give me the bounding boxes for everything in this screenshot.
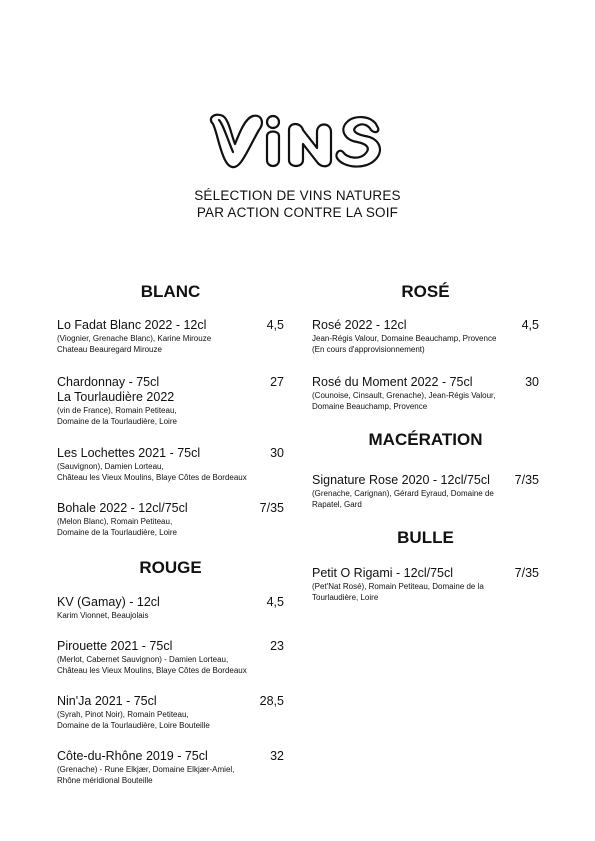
subtitle — [0, 187, 595, 221]
wine-item — [57, 375, 284, 427]
wine-desc-line: (En cours d'approvisionnement) — [312, 345, 425, 354]
wine-item — [57, 446, 284, 483]
wine-desc-line: (Melon Blanc), Romain Petiteau, — [57, 517, 173, 526]
wine-desc-line: Domaine de la Tourlaudière, Loire — [57, 528, 177, 537]
wine-name: Chardonnay - 75cl — [57, 375, 160, 389]
wine-item — [57, 501, 284, 538]
wine-desc-line: Domaine Beauchamp, Provence — [312, 402, 428, 411]
wine-desc-line: (Pet'Nat Rosé), Romain Petiteau, Domaine de la — [312, 582, 484, 591]
wine-desc-line: (Grenache) - Rune Elkjær, Domaine Elkjær-Amiel, — [57, 765, 235, 774]
wine-price: 4,5 — [266, 318, 284, 332]
wine-price: 30 — [270, 446, 284, 460]
wine-item — [57, 694, 284, 731]
wine-item — [57, 318, 284, 355]
subtitle-line-2: PAR ACTION CONTRE LA SOIF — [196, 205, 399, 220]
wine-desc-line: (Sauvignon), Damien Lorteau, — [57, 462, 164, 471]
wine-desc-line: Jean-Régis Valour, Domaine Beauchamp, Provence — [312, 334, 497, 343]
wine-desc-line: (Counoise, Cinsault, Grenache), Jean-Régis Valour, — [312, 391, 496, 400]
wine-name: Rosé 2022 - 12cl — [312, 318, 407, 332]
wine-description — [312, 333, 539, 355]
wine-name: Petit O Rigami - 12cl/75cl — [312, 566, 454, 580]
wine-price: 30 — [525, 375, 539, 389]
wine-price: 23 — [270, 639, 284, 653]
wine-price: 27 — [270, 375, 284, 389]
wine-description — [57, 461, 284, 483]
wine-description — [312, 488, 539, 510]
wine-description — [312, 390, 539, 412]
wine-item — [312, 566, 539, 603]
wine-name: Bohale 2022 - 12cl/75cl — [57, 501, 188, 515]
wine-desc-line: Domaine de la Tourlaudière, Loire — [57, 417, 177, 426]
wine-desc-line: (Syrah, Pinot Noir), Romain Petiteau, — [57, 710, 189, 719]
wine-desc-line: (Viognier, Grenache Blanc), Karine Mirouze — [57, 334, 212, 343]
wine-price: 4,5 — [521, 318, 539, 332]
wine-price: 7/35 — [259, 501, 284, 515]
wine-name: Signature Rose 2020 - 12cl/75cl — [312, 473, 490, 487]
wine-desc-line: Rhône méridional Bouteille — [57, 776, 153, 785]
wine-description — [57, 654, 284, 676]
wine-item — [312, 473, 539, 510]
vins-logo-lettering — [205, 108, 390, 172]
wine-name: Côte-du-Rhône 2019 - 75cl — [57, 749, 208, 763]
wine-desc-line: Domaine de la Tourlaudière, Loire Bouteille — [57, 721, 210, 730]
wine-description — [57, 405, 284, 427]
wine-description — [57, 709, 284, 731]
section-title-rouge: ROUGE — [139, 558, 202, 577]
section-title-bulle: BULLE — [397, 528, 454, 547]
wine-description — [312, 581, 539, 603]
wine-desc-line: Rapatel, Gard — [312, 500, 362, 509]
wine-price: 7/35 — [514, 566, 539, 580]
wine-name: Les Lochettes 2021 - 75cl — [57, 446, 201, 460]
subtitle-line-1: SÉLECTION DE VINS NATURES — [194, 188, 401, 203]
wine-desc-line: Chateau Beauregard Mirouze — [57, 345, 162, 354]
wine-desc-line: Karim Vionnet, Beaujolais — [57, 611, 149, 620]
section-title-rose: ROSÉ — [401, 282, 450, 301]
wine-price: 4,5 — [266, 595, 284, 609]
wine-name: Rosé du Moment 2022 - 75cl — [312, 375, 473, 389]
wine-name-line2: La Tourlaudière 2022 — [57, 390, 175, 404]
wine-description — [57, 610, 284, 621]
wine-price: 28,5 — [259, 694, 284, 708]
wine-item — [57, 595, 284, 621]
wine-desc-line: (Merlot, Cabernet Sauvignon) - Damien Lorteau, — [57, 655, 229, 664]
wine-name: Lo Fadat Blanc 2022 - 12cl — [57, 318, 207, 332]
wine-desc-line: Château les Vieux Moulins, Blaye Côtes de Bordeaux — [57, 666, 247, 675]
wine-item — [312, 318, 539, 355]
wine-price: 7/35 — [514, 473, 539, 487]
wine-name: Pirouette 2021 - 75cl — [57, 639, 173, 653]
wine-description — [57, 516, 284, 538]
wine-name: Nin'Ja 2021 - 75cl — [57, 694, 157, 708]
section-title-blanc: BLANC — [140, 282, 201, 301]
vins-logo — [205, 108, 390, 172]
wine-item — [57, 749, 284, 786]
wine-desc-line: (vin de France), Romain Petiteau, — [57, 406, 177, 415]
wine-price: 32 — [270, 749, 284, 763]
wine-desc-line: Château les Vieux Moulins, Blaye Côtes de Bordeaux — [57, 473, 247, 482]
wine-name: KV (Gamay) - 12cl — [57, 595, 160, 609]
wine-desc-line: (Grenache, Carignan), Gérard Eyraud, Domaine de — [312, 489, 494, 498]
wine-item — [57, 639, 284, 676]
section-title-maceration: MACÉRATION — [368, 430, 483, 449]
wine-desc-line: Tourlaudière, Loire — [312, 593, 379, 602]
wine-description — [57, 764, 284, 786]
wine-item — [312, 375, 539, 412]
wine-description — [57, 333, 284, 355]
